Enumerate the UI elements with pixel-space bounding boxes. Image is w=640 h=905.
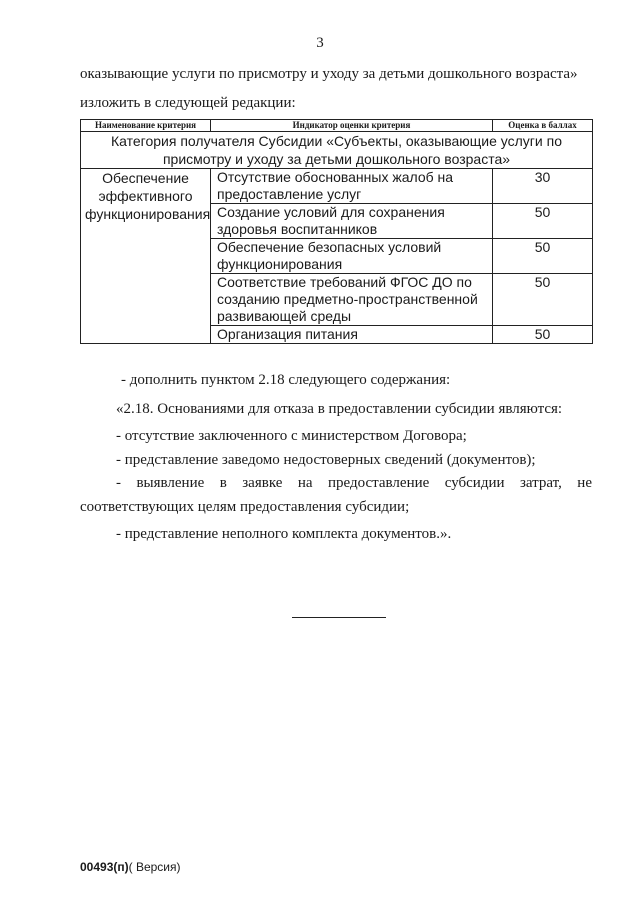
category-cell: Категория получателя Субсидии «Субъекты, оказывающие услуги по присмотру и уходу за детьми дошкольного возраста»: [81, 132, 593, 169]
indicator-cell: Соответствие требований ФГОС ДО по созданию предметно-пространственной развивающей среды: [211, 274, 493, 326]
paragraph-reason-4: - представление неполного комплекта документов.».: [116, 526, 452, 542]
indicator-cell: Отсутствие обоснованных жалоб на предоставление услуг: [211, 169, 493, 204]
header-criterion-name: Наименование критерия: [81, 120, 211, 132]
end-divider: [292, 617, 386, 618]
header-indicator: Индикатор оценки критерия: [211, 120, 493, 132]
score-cell: 50: [493, 326, 593, 344]
intro-line-2: изложить в следующей редакции:: [80, 95, 296, 111]
indicator-cell: Организация питания: [211, 326, 493, 344]
indicator-cell: Создание условий для сохранения здоровья воспитанников: [211, 204, 493, 239]
score-cell: 50: [493, 274, 593, 326]
paragraph-reason-2: - представление заведомо недостоверных сведений (документов);: [116, 452, 536, 468]
table-header-row: [81, 120, 593, 132]
category-row: [81, 132, 593, 169]
paragraph-add-clause: - дополнить пунктом 2.18 следующего содержания:: [121, 372, 451, 388]
paragraph-reason-1: - отсутствие заключенного с министерством Договора;: [116, 428, 467, 444]
paragraph-reason-3-line1: - выявление в заявке на предоставление субсидии затрат, не: [116, 475, 592, 491]
criterion-name: Обеспечение эффективного функционирования: [81, 169, 211, 344]
indicator-cell: Обеспечение безопасных условий функционирования: [211, 239, 493, 274]
paragraph-reason-3-line2: соответствующих целям предоставления субсидии;: [80, 499, 410, 515]
intro-line-1: оказывающие услуги по присмотру и уходу за детьми дошкольного возраста»: [80, 66, 578, 82]
table-row: [81, 169, 593, 204]
page-number: 3: [316, 35, 324, 51]
score-cell: 50: [493, 239, 593, 274]
score-cell: 30: [493, 169, 593, 204]
footer: [80, 860, 181, 874]
header-score: Оценка в баллах: [493, 120, 593, 132]
version-label: ( Версия): [128, 860, 181, 874]
criteria-table: [80, 119, 593, 344]
score-cell: 50: [493, 204, 593, 239]
document-code: 00493(п): [80, 860, 129, 874]
paragraph-clause-2-18: «2.18. Основаниями для отказа в предоставлении субсидии являются:: [116, 401, 563, 417]
